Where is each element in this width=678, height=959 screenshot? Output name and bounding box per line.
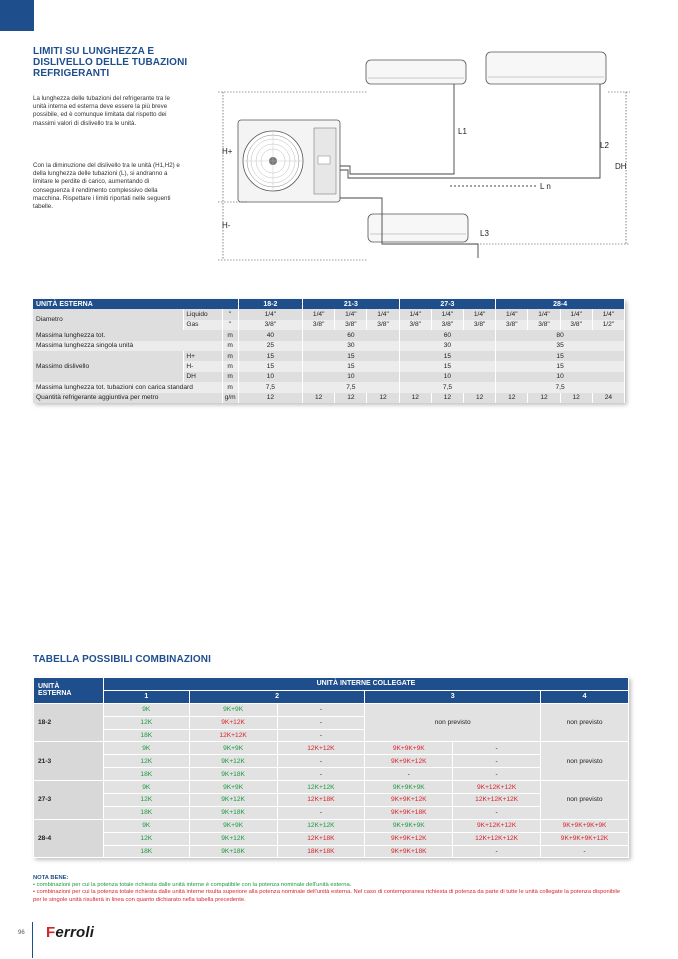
header-model: 28-4 [496,299,625,309]
combo-cell: 9K+9K+12K [365,832,453,845]
value-cell: 1/4" [431,309,463,319]
table-row [33,393,625,403]
value-cell: 12 [464,393,496,403]
combo-cell: 12K+12K [277,781,365,794]
header-model: 21-3 [303,299,400,309]
value-cell: 10 [399,372,496,382]
unit-cell: " [222,309,238,319]
combo-cell: 18K [103,845,189,858]
value-cell: 1/4" [367,309,399,319]
header-col: 1 [103,690,189,703]
combo-cell: 9K+9K+18K [365,845,453,858]
unit-cell: m [222,361,238,371]
combo-cell: 12K+12K [277,742,365,755]
value-cell: 15 [496,351,625,361]
combo-cell: - [453,755,541,768]
notes [33,875,628,904]
external-unit-name: 21-3 [34,742,104,781]
unit-cell: m [222,372,238,382]
row-label: Massimo dislivello [33,351,184,382]
combo-cell: 9K+9K+9K+9K [541,819,629,832]
combo-cell: 9K [103,781,189,794]
value-cell: 3/8" [303,320,335,330]
row-label: Diametro [33,309,184,330]
label-hminus: H- [222,221,231,230]
combo-cell: - [277,703,365,716]
header-line: UNITÀ [38,683,60,691]
combo-cell: 12K+12K [189,729,277,742]
header-col: 4 [541,690,629,703]
combo-cell: 9K+12K+12K [453,781,541,794]
combo-cell: 9K+9K+12K [365,794,453,807]
corner-tab [0,0,34,31]
value-cell: 12 [303,393,335,403]
row-label: Massima lunghezza singola unità [33,341,222,351]
combinations-title: TABELLA POSSIBILI COMBINAZIONI [33,654,211,665]
external-unit-name: 18-2 [34,703,104,742]
table-row [33,330,625,340]
combo-cell: 12K+18K [277,832,365,845]
value-cell: 1/4" [464,309,496,319]
row-sublabel: Gas [184,320,222,330]
value-cell: 40 [238,330,302,340]
page-number: 96 [18,930,25,936]
value-cell: 1/4" [399,309,431,319]
indoor-unit-3 [368,214,468,242]
value-cell: 12 [238,393,302,403]
combo-cell: - [541,845,629,858]
section-title [33,46,187,79]
header-internal-units: UNITÀ INTERNE COLLEGATE [103,678,628,691]
header-line: ESTERNA [38,690,72,698]
combo-cell: 9K+12K [189,832,277,845]
value-cell: 30 [399,341,496,351]
value-cell: 25 [238,341,302,351]
value-cell: 3/8" [431,320,463,330]
value-cell: 7,5 [238,382,302,392]
combo-cell: 18K [103,729,189,742]
value-cell: 12 [431,393,463,403]
table-row [34,794,629,807]
combo-cell: 9K+9K+9K+12K [541,832,629,845]
label-hplus: H+ [222,147,233,156]
value-cell: 10 [303,372,400,382]
table-row [34,703,629,716]
value-cell: 3/8" [464,320,496,330]
label-l2: L2 [600,141,609,150]
combo-cell: - [277,729,365,742]
value-cell: 12 [367,393,399,403]
value-cell: 1/4" [592,309,624,319]
combo-cell: 12K+18K [277,794,365,807]
combo-cell: 9K+12K [189,794,277,807]
note-green: • combinazioni per cui la potenza totale richiesta dalle unità interne è compatibile con la potenza nominale dell'unità esterna. [33,882,352,889]
row-label: Massima lunghezza tot. [33,330,222,340]
row-sublabel: DH [184,372,222,382]
table-row [34,742,629,755]
value-cell: 15 [238,351,302,361]
label-l1: L1 [458,127,467,136]
value-cell: 15 [399,361,496,371]
ferroli-logo [46,924,94,941]
combo-cell: 12K [103,832,189,845]
unit-cell: m [222,341,238,351]
combo-cell: 9K+9K [189,703,277,716]
combo-cell: - [365,768,453,781]
combo-cell: 9K [103,703,189,716]
intro-paragraph: La lunghezza delle tubazioni del refrigerante tra le unità interna ed esterna deve essere la più breve possibile, ed è comunque limitata dal rispetto dei massimi valori di dislivello tra le unità. [33,95,170,127]
unit-cell: m [222,382,238,392]
table-row [34,806,629,819]
value-cell: 15 [303,351,400,361]
footer-divider [32,922,33,958]
header-col: 2 [189,690,365,703]
label-dh: DH [615,162,627,171]
value-cell: 30 [303,341,400,351]
combo-cell: 9K+9K+12K [365,755,453,768]
value-cell: 7,5 [496,382,625,392]
note-red: • combinazioni per cui la potenza totale richiesta dalle unità interne risulta superiore alla potenza nominale dell'unità esterna. Nel caso di contemporanea richiesta di potenza da parte di tutte le unità collegate la potenza disponibile per le singole unità risulterà in linea con quanto dichiarato nella tabella precedente. [33,889,621,903]
value-cell: 15 [238,361,302,371]
indoor-unit-2 [486,52,606,84]
value-cell: 12 [560,393,592,403]
combo-cell: 12K+12K [277,819,365,832]
unit-cell: g/m [222,393,238,403]
combo-cell: - [453,845,541,858]
combo-cell: 9K+12K+12K [453,819,541,832]
header-model: 27-3 [399,299,496,309]
value-cell: 10 [496,372,625,382]
row-sublabel: Liquido [184,309,222,319]
combo-cell: 9K [103,819,189,832]
row-label: Massima lunghezza tot. tubazioni con carica standard [33,382,222,392]
value-cell: 7,5 [399,382,496,392]
value-cell: 12 [335,393,367,403]
combo-cell: 12K [103,716,189,729]
not-available-cell: non previsto [541,703,629,742]
combo-cell: - [277,768,365,781]
value-cell: 60 [303,330,400,340]
value-cell: 15 [303,361,400,371]
table-row [34,768,629,781]
notes-heading: NOTA BENE: [33,875,69,881]
title-line: DISLIVELLO DELLE TUBAZIONI [33,57,188,68]
combo-cell: 12K [103,794,189,807]
value-cell: 15 [399,351,496,361]
combo-cell: 9K+12K [189,716,277,729]
row-label: Quantità refrigerante aggiuntiva per metro [33,393,222,403]
value-cell: 1/4" [528,309,560,319]
combo-cell: 9K+12K [189,755,277,768]
logo-text: erroli [55,924,95,941]
combo-cell: 12K [103,755,189,768]
table-row [33,351,625,361]
table-row [34,755,629,768]
indoor-unit-1 [366,60,466,84]
combo-cell: 18K [103,806,189,819]
header-model: 18-2 [238,299,302,309]
title-line: LIMITI SU LUNGHEZZA E [33,46,155,57]
row-sublabel: H+ [184,351,222,361]
table-row [34,781,629,794]
not-available-cell: non previsto [365,703,541,742]
value-cell: 12 [399,393,431,403]
value-cell: 3/8" [238,320,302,330]
combo-cell: - [277,806,365,819]
value-cell: 24 [592,393,624,403]
value-cell: 12 [496,393,528,403]
value-cell: 3/8" [560,320,592,330]
external-unit-name: 28-4 [34,819,104,858]
value-cell: 3/8" [496,320,528,330]
combo-cell: - [453,768,541,781]
unit-cell: " [222,320,238,330]
table-row [33,309,625,319]
header-col: 3 [365,690,541,703]
value-cell: 1/4" [303,309,335,319]
value-cell: 1/2" [592,320,624,330]
header-unit: UNITÀ ESTERNA [33,299,238,309]
table-row [33,382,625,392]
label-l3: L3 [480,229,489,238]
value-cell: 3/8" [335,320,367,330]
combo-cell: 9K+9K+9K [365,781,453,794]
piping-limits-table [33,299,625,403]
table-row [34,832,629,845]
not-available-cell: non previsto [541,781,629,820]
value-cell: 60 [399,330,496,340]
combo-cell: - [277,755,365,768]
unit-cell: m [222,351,238,361]
external-unit-name: 27-3 [34,781,104,820]
table-row [33,341,625,351]
combo-cell: 18K+18K [277,845,365,858]
combo-cell: 9K+18K [189,845,277,858]
value-cell: 10 [238,372,302,382]
value-cell: 1/4" [238,309,302,319]
value-cell: 3/8" [528,320,560,330]
combinations-table [33,677,629,858]
header-external-unit [34,678,104,704]
value-cell: 3/8" [399,320,431,330]
combo-cell: - [277,716,365,729]
combo-cell: 18K [103,768,189,781]
combo-cell: 9K+18K [189,768,277,781]
table-row [34,819,629,832]
unit-cell: m [222,330,238,340]
combo-cell: 9K+9K [189,819,277,832]
value-cell: 1/4" [335,309,367,319]
detail-paragraph: Con la diminuzione del dislivello tra le unità (H1,H2) e della lunghezza delle tubazioni (L), si andranno a limitare le perdite di carico, aumentando di conseguenza il rendimento complessivo della macchina. Rispettare i limiti riportati nelle seguenti tabelle. [33,162,180,211]
combo-cell: 9K+9K+9K [365,742,453,755]
table-row [34,845,629,858]
not-available-cell: non previsto [541,742,629,781]
row-sublabel: H- [184,361,222,371]
combo-cell: 9K [103,742,189,755]
logo-initial: F [46,924,56,941]
outdoor-unit [238,120,340,202]
combo-cell: - [453,742,541,755]
value-cell: 15 [496,361,625,371]
value-cell: 12 [528,393,560,403]
value-cell: 35 [496,341,625,351]
value-cell: 1/4" [560,309,592,319]
combo-cell: 9K+9K [189,742,277,755]
combo-cell: 9K+9K+18K [365,806,453,819]
combo-cell: 9K+18K [189,806,277,819]
combo-cell: 9K+9K+9K [365,819,453,832]
combo-cell: 12K+12K+12K [453,794,541,807]
value-cell: 1/4" [496,309,528,319]
value-cell: 80 [496,330,625,340]
combo-cell: 9K+9K [189,781,277,794]
value-cell: 3/8" [367,320,399,330]
title-line: REFRIGERANTI [33,68,110,79]
value-cell: 7,5 [303,382,400,392]
combo-cell: 12K+12K+12K [453,832,541,845]
installation-diagram [218,48,638,274]
label-ln: L n [540,182,551,191]
combo-cell: - [453,806,541,819]
